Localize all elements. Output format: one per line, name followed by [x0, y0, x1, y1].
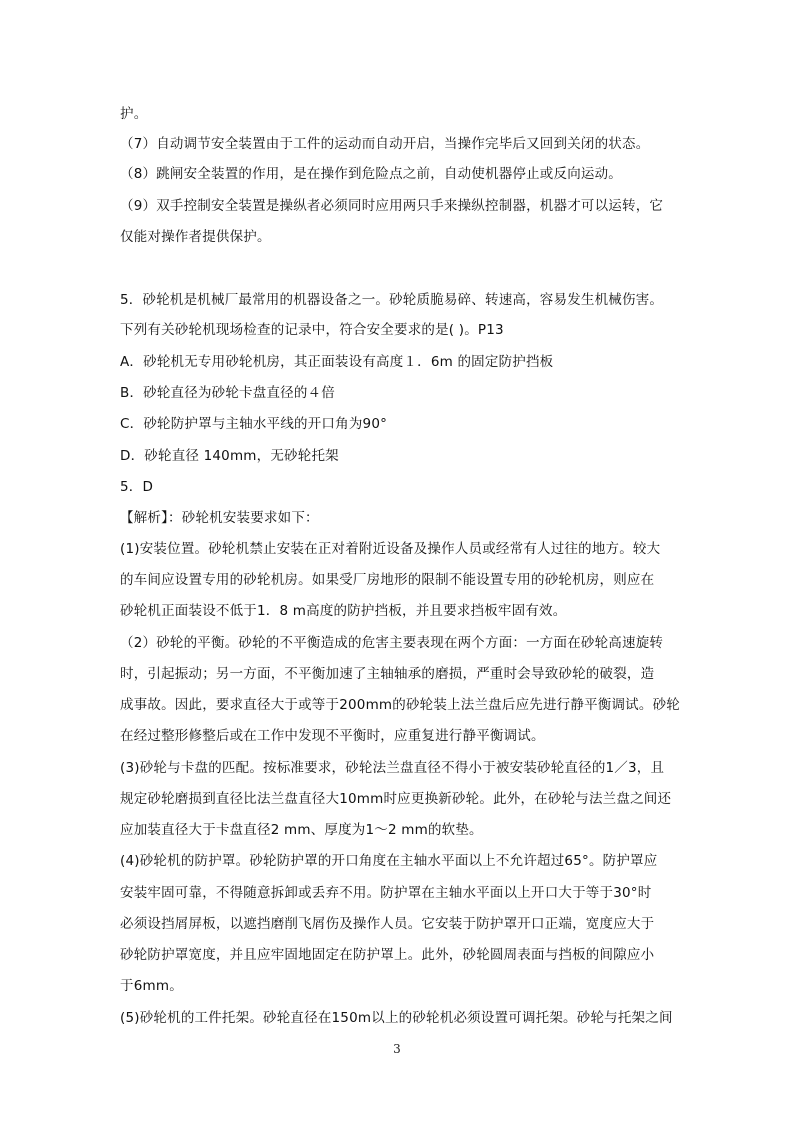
text-line: 安装牢固可靠，不得随意拆卸或丢弃不用。防护罩在主轴水平面以上开口大于等于30°时	[120, 885, 652, 901]
text-line: 的车间应设置专用的砂轮机房。如果受厂房地形的限制不能设置专用的砂轮机房，则应在	[120, 572, 655, 588]
text-line: 规定砂轮磨损到直径比法兰盘直径大10mm时应更换新砂轮。此外，在砂轮与法兰盘之间还	[120, 791, 672, 807]
text-line: (4)砂轮机的防护罩。砂轮防护罩的开口角度在主轴水平面以上不允许超过65°。防护罩应	[120, 853, 658, 869]
option-c: C．砂轮防护罩与主轴水平线的开口角为90°	[120, 416, 388, 432]
text-line: （7）自动调节安全装置由于工件的运动而自动开启，当操作完毕后又回到关闭的状态。	[120, 136, 650, 152]
text-line: (1)安装位置。砂轮机禁止安装在正对着附近设备及操作人员或经常有人过往的地方。较大	[120, 541, 661, 557]
text-line: 砂轮防护罩宽度，并且应牢固地固定在防护罩上。此外，砂轮圆周表面与挡板的间隙应小	[120, 947, 655, 963]
text-line: 于6mm。	[120, 978, 183, 994]
text-line: （9）双手控制安全装置是操纵者必须同时应用两只手来操纵控制器，机器才可以运转，它	[120, 198, 664, 214]
text-line: (5)砂轮机的工件托架。砂轮直径在150m以上的砂轮机必须设置可调托架。砂轮与托架之间	[120, 1010, 673, 1026]
option-b: B．砂轮直径为砂轮卡盘直径的４倍	[120, 385, 335, 401]
question-line: 5．砂轮机是机械厂最常用的机器设备之一。砂轮质脆易碎、转速高，容易发生机械伤害。	[120, 292, 664, 308]
text-line: 时，引起振动；另一方面，不平衡加速了主轴轴承的磨损，严重时会导致砂轮的破裂，造	[120, 666, 655, 682]
option-d: D．砂轮直径 140mm，无砂轮托架	[120, 448, 339, 464]
text-line: （8）跳闸安全装置的作用，是在操作到危险点之前，自动使机器停止或反向运动。	[120, 166, 622, 182]
text-line: 应加装直径大于卡盘直径2 mm、厚度为1～2 mm的软垫。	[120, 822, 483, 838]
question-line: 下列有关砂轮机现场检查的记录中，符合安全要求的是( )。P13	[120, 322, 504, 338]
text-line: 成事故。因此，要求直径大于或等于200mm的砂轮装上法兰盘后应先进行静平衡调试。砂轮	[120, 697, 680, 713]
text-line: 仅能对操作者提供保护。	[120, 229, 271, 245]
text-line: 在经过整形修整后或在工作中发现不平衡时，应重复进行静平衡调试。	[120, 728, 545, 744]
option-a: A．砂轮机无专用砂轮机房，其正面装设有高度１．6m 的固定防护挡板	[120, 354, 554, 370]
text-line: 砂轮机正面装设不低于1．8 m高度的防护挡板，并且要求挡板牢固有效。	[120, 603, 567, 619]
text-line: (3)砂轮与卡盘的匹配。按标准要求，砂轮法兰盘直径不得小于被安装砂轮直径的1／3，且	[120, 760, 665, 776]
text-line: （2）砂轮的平衡。砂轮的不平衡造成的危害主要表现在两个方面：一方面在砂轮高速旋转	[120, 635, 664, 651]
text-line: 护。	[120, 106, 148, 122]
text-line: 必须设挡屑屏板，以遮挡磨削飞屑伤及操作人员。它安装于防护罩开口正端，宽度应大于	[120, 916, 655, 932]
answer-line: 5．D	[120, 479, 154, 495]
page-number: 3	[393, 1042, 401, 1056]
analysis-heading: 【解析】：砂轮机安装要求如下：	[120, 510, 319, 526]
